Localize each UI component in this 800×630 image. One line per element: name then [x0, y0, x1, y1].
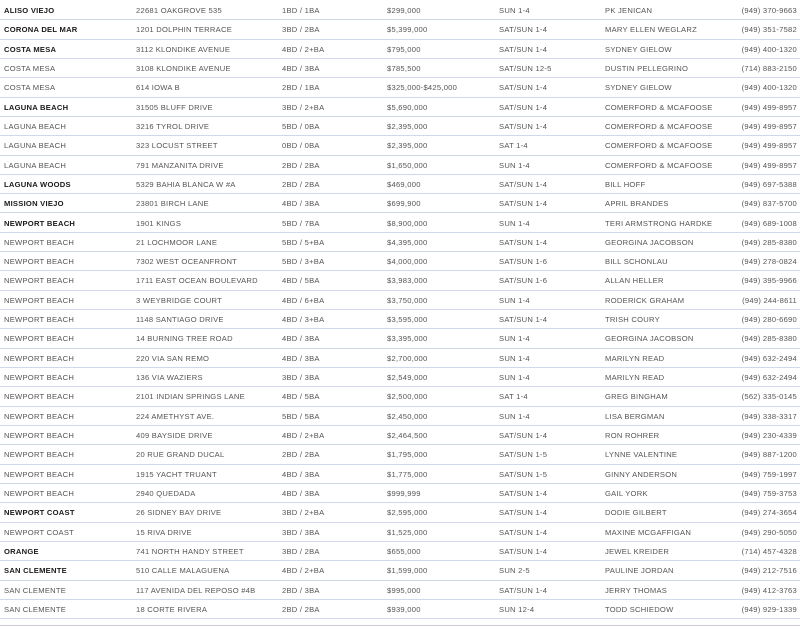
agent-cell: BILL HOFF	[605, 179, 646, 189]
address-cell: 1901 KINGS	[136, 218, 182, 228]
beds-baths-cell: 3BD / 3BA	[282, 527, 320, 537]
agent-cell: JERRY THOMAS	[605, 585, 668, 595]
listing-row	[0, 39, 800, 59]
price-cell: $2,464,500	[387, 431, 428, 441]
address-cell: 409 BAYSIDE DRIVE	[136, 431, 213, 441]
open-time-cell: SAT/SUN 1-4	[499, 83, 548, 93]
phone-cell: (949) 632-2494	[741, 353, 797, 363]
agent-cell: TODD SCHIEDOW	[605, 604, 674, 614]
listing-row	[0, 483, 800, 503]
beds-baths-cell: 5BD / 0BA	[282, 121, 320, 131]
address-cell: 20 RUE GRAND DUCAL	[136, 450, 225, 460]
price-cell: $1,525,000	[387, 527, 428, 537]
agent-cell: TERI ARMSTRONG HARDKE	[605, 218, 713, 228]
beds-baths-cell: 4BD / 3BA	[282, 63, 320, 73]
open-time-cell: SAT/SUN 1-4	[499, 489, 548, 498]
address-cell: 1201 DOLPHIN TERRACE	[136, 25, 233, 35]
agent-cell: MARILYN READ	[605, 373, 665, 383]
city-cell: NEWPORT BEACH	[4, 373, 75, 383]
beds-baths-cell: 4BD / 6+BA	[282, 295, 325, 305]
beds-baths-cell: 0BD / 0BA	[282, 141, 320, 151]
agent-cell: SYDNEY GIELOW	[605, 83, 672, 93]
agent-cell: COMERFORD & MCAFOOSE	[605, 102, 713, 112]
beds-baths-cell: 2BD / 2BA	[282, 450, 320, 460]
listing-row	[0, 367, 800, 387]
listing-row	[0, 251, 800, 271]
listing-row	[0, 135, 800, 155]
listing-row	[0, 502, 800, 522]
listing-row	[0, 19, 800, 39]
beds-baths-cell: 4BD / 3BA	[282, 353, 320, 363]
city-cell: NEWPORT COAST	[4, 508, 75, 518]
beds-baths-cell: 3BD / 2+BA	[282, 102, 325, 112]
listing-row	[0, 444, 800, 464]
beds-baths-cell: 4BD / 5BA	[282, 276, 320, 286]
city-cell: NEWPORT BEACH	[4, 334, 75, 344]
listing-row	[0, 386, 800, 406]
address-cell: 18 CORTE RIVERA	[136, 604, 208, 614]
price-cell: $299,000	[387, 6, 421, 15]
price-cell: $3,983,000	[387, 276, 428, 286]
address-cell: 510 CALLE MALAGUENA	[136, 566, 230, 576]
listing-row	[0, 174, 800, 194]
price-cell: $5,690,000	[387, 102, 428, 112]
agent-cell: MAXINE MCGAFFIGAN	[605, 527, 692, 537]
price-cell: $2,700,000	[387, 353, 428, 363]
agent-cell: BILL SCHONLAU	[605, 257, 668, 267]
agent-cell: LISA BERGMAN	[605, 411, 665, 421]
address-cell: 14 BURNING TREE ROAD	[136, 334, 233, 344]
address-cell: 3108 KLONDIKE AVENUE	[136, 63, 231, 73]
open-time-cell: SUN 1-4	[499, 353, 530, 363]
agent-cell: COMERFORD & MCAFOOSE	[605, 160, 713, 170]
phone-cell: (949) 230-4339	[741, 431, 797, 441]
beds-baths-cell: 2BD / 2BA	[282, 179, 320, 189]
phone-cell: (949) 499-8957	[741, 121, 797, 131]
beds-baths-cell: 2BD / 1BA	[282, 83, 320, 93]
price-cell: $1,775,000	[387, 469, 428, 479]
listing-row	[0, 406, 800, 426]
beds-baths-cell: 4BD / 2+BA	[282, 566, 325, 576]
city-cell: LAGUNA WOODS	[4, 179, 71, 189]
beds-baths-cell: 4BD / 3BA	[282, 489, 320, 498]
listing-row	[0, 560, 800, 580]
price-cell: $785,500	[387, 63, 421, 73]
listing-row	[0, 599, 800, 619]
city-cell: LAGUNA BEACH	[4, 102, 69, 112]
price-cell: $2,450,000	[387, 411, 428, 421]
city-cell: NEWPORT BEACH	[4, 257, 75, 267]
price-cell: $2,549,000	[387, 373, 428, 383]
open-time-cell: SAT/SUN 1-4	[499, 585, 548, 595]
city-cell: ALISO VIEJO	[4, 6, 55, 15]
phone-cell: (949) 395-9966	[741, 276, 797, 286]
address-cell: 2101 INDIAN SPRINGS LANE	[136, 392, 245, 402]
price-cell: $5,399,000	[387, 25, 428, 35]
phone-cell: (949) 759-1997	[741, 469, 797, 479]
agent-cell: GEORGINA JACOBSON	[605, 237, 694, 247]
phone-cell: (949) 274-3654	[741, 508, 797, 518]
open-time-cell: SUN 12-4	[499, 604, 535, 614]
city-cell: NEWPORT BEACH	[4, 295, 75, 305]
beds-baths-cell: 4BD / 3BA	[282, 199, 320, 209]
open-time-cell: SAT/SUN 1-4	[499, 25, 548, 35]
open-time-cell: SUN 1-4	[499, 334, 530, 344]
phone-cell: (714) 883-2150	[741, 63, 797, 73]
phone-cell: (949) 400-1320	[741, 83, 797, 93]
price-cell: $4,000,000	[387, 257, 428, 267]
phone-cell: (949) 212-7516	[741, 566, 797, 576]
agent-cell: DUSTIN PELLEGRINO	[605, 63, 689, 73]
city-cell: NEWPORT BEACH	[4, 315, 75, 325]
price-cell: $999,999	[387, 489, 421, 498]
open-time-cell: SUN 1-4	[499, 411, 530, 421]
beds-baths-cell: 4BD / 3+BA	[282, 315, 325, 325]
address-cell: 1915 YACHT TRUANT	[136, 469, 217, 479]
address-cell: 15 RIVA DRIVE	[136, 527, 192, 537]
open-time-cell: SAT/SUN 1-4	[499, 527, 548, 537]
address-cell: 31505 BLUFF DRIVE	[136, 102, 213, 112]
city-cell: NEWPORT BEACH	[4, 469, 75, 479]
city-cell: NEWPORT BEACH	[4, 411, 75, 421]
price-cell: $1,650,000	[387, 160, 428, 170]
address-cell: 7302 WEST OCEANFRONT	[136, 257, 238, 267]
agent-cell: COMERFORD & MCAFOOSE	[605, 121, 713, 131]
listing-row	[0, 309, 800, 329]
price-cell: $469,000	[387, 179, 421, 189]
listing-row	[0, 58, 800, 78]
price-cell: $8,900,000	[387, 218, 428, 228]
open-time-cell: SAT/SUN 1-5	[499, 450, 548, 460]
phone-cell: (949) 244-8611	[742, 295, 797, 305]
phone-cell: (949) 370-9663	[741, 6, 797, 15]
open-time-cell: SUN 1-4	[499, 295, 530, 305]
beds-baths-cell: 5BD / 3+BA	[282, 257, 325, 267]
listing-row	[0, 328, 800, 348]
address-cell: 1148 SANTIAGO DRIVE	[136, 315, 224, 325]
city-cell: NEWPORT BEACH	[4, 431, 75, 441]
price-cell: $995,000	[387, 585, 421, 595]
agent-cell: MARILYN READ	[605, 353, 665, 363]
open-time-cell: SAT/SUN 1-6	[499, 276, 548, 286]
open-time-cell: SAT 1-4	[499, 392, 528, 402]
city-cell: SAN CLEMENTE	[4, 585, 67, 595]
open-time-cell: SAT/SUN 1-4	[499, 179, 548, 189]
city-cell: CORONA DEL MAR	[4, 25, 78, 35]
phone-cell: (949) 697-5388	[741, 179, 797, 189]
phone-cell: (949) 285-8380	[741, 237, 797, 247]
price-cell: $3,595,000	[387, 315, 428, 325]
phone-cell: (949) 278-0824	[741, 257, 797, 267]
beds-baths-cell: 2BD / 2BA	[282, 160, 320, 170]
agent-cell: PK JENICAN	[605, 6, 653, 15]
listing-row	[0, 290, 800, 310]
city-cell: SAN CLEMENTE	[4, 604, 67, 614]
phone-cell: (949) 929-1339	[741, 604, 797, 614]
agent-cell: GEORGINA JACOBSON	[605, 334, 694, 344]
agent-cell: SYDNEY GIELOW	[605, 44, 672, 54]
open-time-cell: SUN 2-5	[499, 566, 530, 576]
agent-cell: GINNY ANDERSON	[605, 469, 678, 479]
city-cell: ORANGE	[4, 546, 39, 556]
address-cell: 3 WEYBRIDGE COURT	[136, 295, 222, 305]
price-cell: $2,500,000	[387, 392, 428, 402]
beds-baths-cell: 4BD / 2+BA	[282, 431, 325, 441]
open-time-cell: SAT/SUN 1-4	[499, 431, 548, 441]
beds-baths-cell: 3BD / 2BA	[282, 546, 320, 556]
open-time-cell: SAT/SUN 1-4	[499, 237, 548, 247]
agent-cell: COMERFORD & MCAFOOSE	[605, 141, 713, 151]
open-time-cell: SUN 1-4	[499, 373, 530, 383]
listing-row	[0, 77, 800, 97]
beds-baths-cell: 5BD / 7BA	[282, 218, 320, 228]
agent-cell: APRIL BRANDES	[605, 199, 669, 209]
beds-baths-cell: 2BD / 2BA	[282, 604, 320, 614]
agent-cell: DODIE GILBERT	[605, 508, 667, 518]
agent-cell: GREG BINGHAM	[605, 392, 668, 402]
beds-baths-cell: 3BD / 2+BA	[282, 508, 325, 518]
listing-row	[0, 155, 800, 175]
city-cell: NEWPORT BEACH	[4, 276, 75, 286]
open-time-cell: SAT/SUN 1-4	[499, 315, 548, 325]
beds-baths-cell: 4BD / 2+BA	[282, 44, 325, 54]
phone-cell: (949) 759-3753	[741, 489, 797, 498]
address-cell: 3216 TYROL DRIVE	[136, 121, 210, 131]
agent-cell: ALLAN HELLER	[605, 276, 664, 286]
phone-cell: (949) 499-8957	[741, 160, 797, 170]
phone-cell: (714) 457-4328	[741, 546, 797, 556]
open-time-cell: SAT 1-4	[499, 141, 528, 151]
bottom-rule	[0, 625, 800, 626]
listing-row	[0, 348, 800, 368]
listing-row	[0, 193, 800, 213]
agent-cell: JEWEL KREIDER	[605, 546, 670, 556]
price-cell: $2,395,000	[387, 141, 428, 151]
price-cell: $1,599,000	[387, 566, 428, 576]
agent-cell: MARY ELLEN WEGLARZ	[605, 25, 697, 35]
address-cell: 21 LOCHMOOR LANE	[136, 237, 218, 247]
phone-cell: (949) 338-3317	[741, 411, 797, 421]
city-cell: SAN CLEMENTE	[4, 566, 67, 576]
city-cell: NEWPORT BEACH	[4, 218, 76, 228]
beds-baths-cell: 5BD / 5+BA	[282, 237, 325, 247]
beds-baths-cell: 4BD / 5BA	[282, 392, 320, 402]
beds-baths-cell: 4BD / 3BA	[282, 334, 320, 344]
phone-cell: (949) 412-3763	[741, 585, 797, 595]
address-cell: 323 LOCUST STREET	[136, 141, 218, 151]
listing-row	[0, 425, 800, 445]
open-time-cell: SAT/SUN 1-4	[499, 546, 548, 556]
address-cell: 117 AVENIDA DEL REPOSO #4B	[136, 585, 256, 595]
address-cell: 5329 BAHIA BLANCA W #A	[136, 179, 236, 189]
address-cell: 791 MANZANITA DRIVE	[136, 160, 224, 170]
city-cell: COSTA MESA	[4, 44, 57, 54]
open-time-cell: SAT/SUN 1-5	[499, 469, 548, 479]
open-time-cell: SAT/SUN 1-6	[499, 257, 548, 267]
address-cell: 2940 QUEDADA	[136, 489, 196, 498]
city-cell: LAGUNA BEACH	[4, 141, 67, 151]
open-time-cell: SAT/SUN 1-4	[499, 44, 548, 54]
address-cell: 23801 BIRCH LANE	[136, 199, 209, 209]
phone-cell: (949) 351-7582	[741, 25, 797, 35]
address-cell: 136 VIA WAZIERS	[136, 373, 203, 383]
listing-row	[0, 541, 800, 561]
listing-row	[0, 522, 800, 542]
agent-cell: TRISH COURY	[605, 315, 660, 325]
city-cell: NEWPORT BEACH	[4, 489, 75, 498]
agent-cell: GAIL YORK	[605, 489, 648, 498]
address-cell: 741 NORTH HANDY STREET	[136, 546, 244, 556]
price-cell: $3,395,000	[387, 334, 428, 344]
listing-row	[0, 0, 800, 20]
city-cell: NEWPORT BEACH	[4, 353, 75, 363]
city-cell: COSTA MESA	[4, 83, 56, 93]
phone-cell: (949) 280-6690	[741, 315, 797, 325]
address-cell: 1711 EAST OCEAN BOULEVARD	[136, 276, 258, 286]
open-time-cell: SAT/SUN 12-5	[499, 63, 552, 73]
beds-baths-cell: 2BD / 3BA	[282, 585, 320, 595]
city-cell: NEWPORT BEACH	[4, 450, 75, 460]
open-time-cell: SUN 1-4	[499, 160, 530, 170]
open-time-cell: SUN 1-4	[499, 218, 530, 228]
price-cell: $699,900	[387, 199, 421, 209]
city-cell: NEWPORT COAST	[4, 527, 75, 537]
price-cell: $325,000-$425,000	[387, 83, 458, 93]
listing-row	[0, 213, 800, 233]
open-time-cell: SUN 1-4	[499, 6, 530, 15]
address-cell: 3112 KLONDIKE AVENUE	[136, 44, 231, 54]
phone-cell: (949) 837-5700	[741, 199, 797, 209]
phone-cell: (949) 499-8957	[741, 102, 797, 112]
listing-row	[0, 97, 800, 117]
phone-cell: (949) 290-5050	[741, 527, 797, 537]
listing-row	[0, 116, 800, 136]
address-cell: 26 SIDNEY BAY DRIVE	[136, 508, 222, 518]
phone-cell: (949) 632-2494	[741, 373, 797, 383]
listing-row	[0, 232, 800, 252]
price-cell: $939,000	[387, 604, 421, 614]
open-time-cell: SAT/SUN 1-4	[499, 121, 548, 131]
city-cell: COSTA MESA	[4, 63, 56, 73]
agent-cell: LYNNE VALENTINE	[605, 450, 678, 460]
city-cell: LAGUNA BEACH	[4, 160, 67, 170]
city-cell: LAGUNA BEACH	[4, 121, 67, 131]
phone-cell: (562) 335-0145	[741, 392, 797, 402]
open-time-cell: SAT/SUN 1-4	[499, 102, 548, 112]
price-cell: $795,000	[387, 44, 421, 54]
city-cell: NEWPORT BEACH	[4, 392, 75, 402]
price-cell: $2,395,000	[387, 121, 428, 131]
price-cell: $4,395,000	[387, 237, 428, 247]
price-cell: $3,750,000	[387, 295, 428, 305]
agent-cell: RODERICK GRAHAM	[605, 295, 685, 305]
city-cell: NEWPORT BEACH	[4, 237, 75, 247]
price-cell: $2,595,000	[387, 508, 428, 518]
open-time-cell: SAT/SUN 1-4	[499, 199, 548, 209]
address-cell: 614 IOWA B	[136, 83, 181, 93]
city-cell: MISSION VIEJO	[4, 199, 64, 209]
price-cell: $1,795,000	[387, 450, 428, 460]
address-cell: 22681 OAKGROVE 535	[136, 6, 222, 15]
beds-baths-cell: 1BD / 1BA	[282, 6, 320, 15]
listing-row	[0, 464, 800, 484]
open-time-cell: SAT/SUN 1-4	[499, 508, 548, 518]
address-cell: 220 VIA SAN REMO	[136, 353, 210, 363]
phone-cell: (949) 887-1200	[741, 450, 797, 460]
agent-cell: PAULINE JORDAN	[605, 566, 674, 576]
phone-cell: (949) 499-8957	[741, 141, 797, 151]
beds-baths-cell: 4BD / 3BA	[282, 469, 320, 479]
agent-cell: RON ROHRER	[605, 431, 660, 441]
phone-cell: (949) 285-8380	[741, 334, 797, 344]
listing-row	[0, 580, 800, 600]
phone-cell: (949) 689-1008	[741, 218, 797, 228]
beds-baths-cell: 3BD / 3BA	[282, 373, 320, 383]
address-cell: 224 AMETHYST AVE.	[136, 411, 215, 421]
price-cell: $655,000	[387, 546, 421, 556]
beds-baths-cell: 5BD / 5BA	[282, 411, 320, 421]
phone-cell: (949) 400-1320	[741, 44, 797, 54]
listing-row	[0, 270, 800, 290]
beds-baths-cell: 3BD / 2BA	[282, 25, 320, 35]
